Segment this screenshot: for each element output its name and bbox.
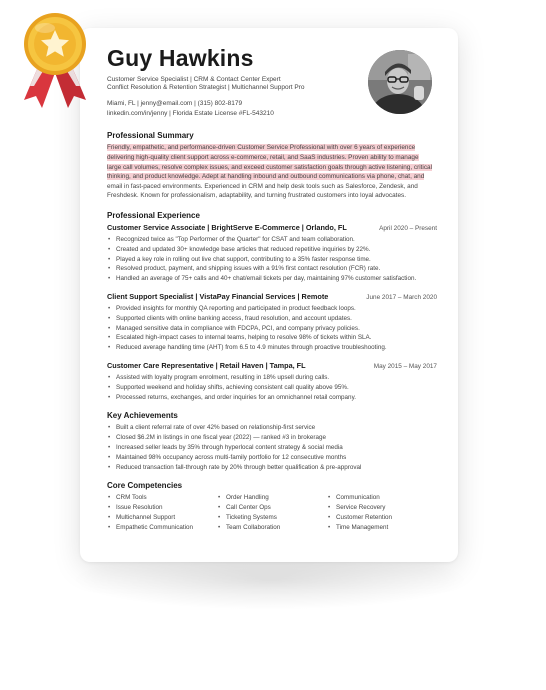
achievements-list [107, 423, 437, 472]
job-bullet: • Played a key role in rolling out live chat support, contributing to a 35% faster response time. [107, 255, 437, 265]
job-bullet: • Supported weekend and holiday shifts, achieving consistent call quality above 95%. [107, 383, 437, 393]
competency-item: • Empathetic Communication [107, 523, 217, 533]
competency-item: • Order Handling [217, 493, 327, 503]
job-title: Customer Care Representative | Retail Haven | Tampa, FL [107, 360, 306, 370]
competency-item: • Multichannel Support [107, 513, 217, 523]
job-bullet: • Created and updated 30+ knowledge base articles that reduced repetitive inquiries by 22%. [107, 245, 437, 255]
job-date: April 2020 – Present [379, 224, 437, 232]
experience-heading: Professional Experience [107, 210, 200, 220]
summary-rest: email in fast-paced environments. Experienced in CRM and help desk tools such as Salesforce, Zendesk, and Freshdesk. Known for professionalism, adaptability, and turning frustrated customers into loyal advocates. [107, 182, 418, 200]
competency-item: • CRM Tools [107, 493, 217, 503]
job-bullet: • Processed returns, exchanges, and order inquiries for an omnichannel retail company. [107, 393, 437, 403]
contact-line-2: linkedin.com/in/jenny | Florida Estate License #FL-543210 [107, 109, 274, 117]
job-bullets [107, 235, 437, 284]
competency-item: • Communication [327, 493, 437, 503]
experience-list [107, 223, 437, 402]
resume-sheet [80, 28, 458, 562]
competency-column [217, 493, 327, 532]
competency-column [107, 493, 217, 532]
achievement-item: • Reduced transaction fall-through rate by 20% through better qualification & pre-approval [107, 463, 437, 473]
competencies-heading: Core Competencies [107, 481, 183, 491]
job-bullet: • Provided insights for monthly QA reporting and participated in product feedback loops. [107, 304, 437, 314]
job-date: May 2015 – May 2017 [373, 362, 437, 370]
achievements-heading: Key Achievements [107, 411, 178, 421]
job-bullet: • Resolved product, payment, and shipping issues with a 91% first contact resolution (FCR) rate. [107, 264, 437, 274]
job-bullet: • Escalated high-impact cases to internal teams, helping to resolve 98% of tickets within SLA. [107, 333, 437, 343]
headline-line-2: Conflict Resolution & Retention Strategist | Multichannel Support Pro [107, 84, 305, 92]
job-date: June 2017 – March 2020 [366, 293, 437, 301]
competency-item: • Issue Resolution [107, 503, 217, 513]
competency-item: • Call Center Ops [217, 503, 327, 513]
competency-item: • Service Recovery [327, 503, 437, 513]
job-bullet: • Managed sensitive data in compliance with FDCPA, PCI, and company privacy policies. [107, 324, 437, 334]
job-bullet: • Supported clients with online banking access, fraud resolution, and account updates. [107, 314, 437, 324]
job-bullet: • Reduced average handling time (AHT) from 6.5 to 4.9 minutes through proactive troubleshooting. [107, 343, 437, 353]
competency-column [327, 493, 437, 532]
achievement-item: • Increased seller leads by 35% through hyperlocal content strategy & social media [107, 443, 437, 453]
job-bullet: • Handled an average of 75+ calls and 40+ chat/email tickets per day, maintaining 97% customer satisfaction. [107, 274, 437, 284]
summary-highlighted: Friendly, empathetic, and performance-driven Customer Service Professional with over 6 years of experience delivering high-quality client support across e-commerce, retail, and SaaS industries. Proven ability to manage large call volumes, resolve complex issues, and exceed customer satisfaction goals through active listening, critical thinking, and product knowledge. Adept at handling inbound and outbound communications via phone, chat, and [107, 144, 433, 181]
competency-item: • Customer Retention [327, 513, 437, 523]
summary-text [107, 143, 433, 201]
achievement-item: • Closed $6.2M in listings in one fiscal year (2022) — ranked #3 in brokerage [107, 433, 437, 443]
competency-item: • Team Collaboration [217, 523, 327, 533]
award-medal-icon [0, 0, 110, 120]
job-header [107, 361, 437, 370]
headline-line-1: Customer Service Specialist | CRM & Contact Center Expert [107, 76, 281, 83]
resume-content [107, 44, 437, 533]
competency-item: • Time Management [327, 523, 437, 533]
job-bullets [107, 304, 437, 353]
job-bullet: • Assisted with loyalty program enrolment, resulting in 18% upsell during calls. [107, 373, 437, 383]
profile-photo [368, 50, 432, 114]
competency-item: • Ticketing Systems [217, 513, 327, 523]
job-title: Customer Service Associate | BrightServe E-Commerce | Orlando, FL [107, 222, 347, 232]
achievement-item: • Maintained 98% occupancy across multi-family portfolio for 12 consecutive months [107, 453, 437, 463]
achievement-item: • Built a client referral rate of over 42% based on relationship-first service [107, 423, 437, 433]
job-header [107, 223, 437, 232]
job-bullets [107, 373, 437, 402]
contact-line-1: Miami, FL | jenny@email.com | (315) 802-8179 [107, 99, 243, 107]
job-header [107, 292, 437, 301]
candidate-name: Guy Hawkins [107, 45, 254, 71]
job-bullet: • Recognized twice as "Top Performer of the Quarter" for CSAT and team collaboration. [107, 235, 437, 245]
job-title: Client Support Specialist | VistaPay Financial Services | Remote [107, 291, 329, 301]
summary-heading: Professional Summary [107, 131, 194, 141]
competencies-grid [107, 493, 437, 532]
